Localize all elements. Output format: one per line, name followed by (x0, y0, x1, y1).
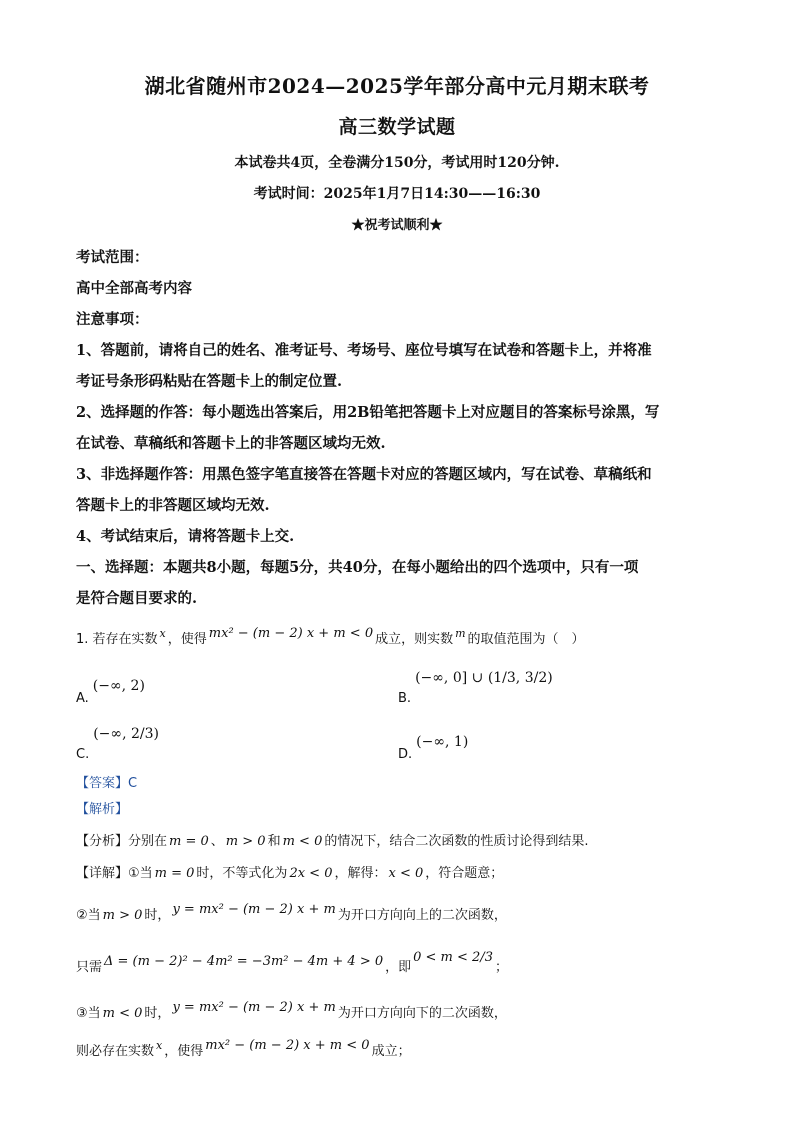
exam-title: 湖北省随州市2024—2025学年部分高中元月期末联考 (144, 74, 650, 98)
analysis-text: 为开口方向向下的二次函数， (337, 1006, 507, 1021)
blessing-text: ★祝考试顺利★ (351, 218, 443, 233)
analysis-text: ，解得： (334, 866, 387, 881)
math-expr: m < 0 (282, 834, 323, 849)
section-heading-cont: 是符合题目要求的. (76, 590, 198, 607)
option-a (76, 678, 145, 706)
note-line: 2、选择题的作答：每小题选出答案后，用2B铅笔把答题卡上对应题目的答案标号涂黑，写 (76, 404, 660, 421)
question-stem (76, 628, 585, 647)
analysis-case3 (76, 1002, 507, 1021)
analysis-text: 成立； (371, 1044, 411, 1059)
math-var-m: m (455, 627, 466, 640)
stem-text: 成立，则实数 (375, 632, 454, 647)
analysis-text: ，即 (385, 960, 412, 975)
analysis-text: 为开口方向向上的二次函数， (337, 908, 507, 923)
exam-info-pages: 本试卷共4页，全卷满分150分，考试用时120分钟. (234, 155, 560, 171)
option-label: B. (398, 691, 412, 706)
analysis-text: 时， (144, 1006, 171, 1021)
option-c (76, 726, 159, 762)
notes-label: 注意事项： (76, 311, 149, 328)
note-line: 考证号条形码粘贴在答题卡上的制定位置. (76, 373, 343, 390)
math-var-x: x (159, 627, 166, 640)
analysis-need (76, 950, 508, 975)
stem-text: ，使得 (167, 632, 207, 647)
scope-label: 考试范围： (76, 249, 149, 266)
analysis-last (76, 1040, 411, 1059)
option-value: (−∞, 1) (416, 734, 469, 750)
analysis-text: 时， (144, 908, 171, 923)
math-expr: m > 0 (225, 834, 266, 849)
math-expr: Δ = (m − 2)² − 4m² = −3m² − 4m + 4 > 0 (104, 954, 384, 969)
analysis-text: 和 (267, 834, 281, 849)
option-value: (−∞, 0] ∪ (1/3, 3/2) (415, 670, 553, 686)
math-expr: 2x < 0 (289, 866, 333, 881)
analysis-text: 时，不等式化为 (196, 866, 288, 881)
analysis-text: 、 (210, 834, 224, 849)
exam-info-time: 考试时间：2025年1月7日14:30——16:30 (253, 186, 541, 202)
analysis-fenxi (76, 830, 588, 849)
analysis-text: 【分析】分别在 (76, 834, 168, 849)
analysis-text: ②当 (76, 908, 101, 923)
option-label: C. (76, 747, 90, 762)
analysis-text: ； (494, 960, 508, 975)
option-label: D. (398, 747, 413, 762)
math-expr: m < 0 (102, 1006, 143, 1021)
math-expr: m = 0 (154, 866, 195, 881)
note-line: 答题卡上的非答题区域均无效. (76, 497, 270, 514)
math-expr: y = mx² − (m − 2) x + m (172, 902, 336, 917)
option-value: (−∞, 2/3) (93, 726, 159, 742)
stem-text: 1. 若存在实数 (76, 632, 158, 647)
math-inequality: mx² − (m − 2) x + m < 0 (208, 626, 374, 641)
note-line: 4、考试结束后，请将答题卡上交. (76, 528, 295, 545)
math-expr: mx² − (m − 2) x + m < 0 (205, 1038, 370, 1053)
analysis-text: 只需 (76, 960, 103, 975)
note-line: 3、非选择题作答：用黑色签字笔直接答在答题卡对应的答题区域内，写在试卷、草稿纸和 (76, 466, 652, 483)
analysis-text: 则必存在实数 (76, 1044, 155, 1059)
analysis-text: 【详解】①当 (76, 866, 153, 881)
answer-text: 【答案】C (76, 776, 138, 791)
analysis-text: 的情况下，结合二次函数的性质讨论得到结果. (324, 834, 589, 849)
option-value: (−∞, 2) (92, 678, 145, 694)
analysis-detail (76, 862, 503, 881)
math-expr: y = mx² − (m − 2) x + m (172, 1000, 336, 1015)
analysis-text: ，使得 (164, 1044, 204, 1059)
note-line: 在试卷、草稿纸和答题卡上的非答题区域均无效. (76, 435, 386, 452)
math-expr: m > 0 (102, 908, 143, 923)
option-label: A. (76, 691, 89, 706)
math-var-x: x (156, 1039, 163, 1052)
analysis-text: ③当 (76, 1006, 101, 1021)
scope-content: 高中全部高考内容 (76, 280, 192, 297)
analysis-text: ，符合题意； (425, 866, 504, 881)
math-expr: x < 0 (388, 866, 424, 881)
exam-subtitle: 高三数学试题 (338, 116, 456, 138)
analysis-case2 (76, 904, 507, 923)
math-expr: m = 0 (169, 834, 209, 849)
section-heading: 一、选择题：本题共8小题，每题5分，共40分，在每小题给出的四个选项中，只有一项 (76, 559, 639, 576)
stem-text: 的取值范围为（ ） (467, 632, 585, 647)
analysis-label: 【解析】 (76, 802, 129, 817)
option-d (398, 734, 469, 762)
math-expr: 0 < m < 2/3 (413, 950, 493, 965)
note-line: 1、答题前，请将自己的姓名、准考证号、考场号、座位号填写在试卷和答题卡上，并将准 (76, 342, 652, 359)
option-b (398, 670, 553, 706)
